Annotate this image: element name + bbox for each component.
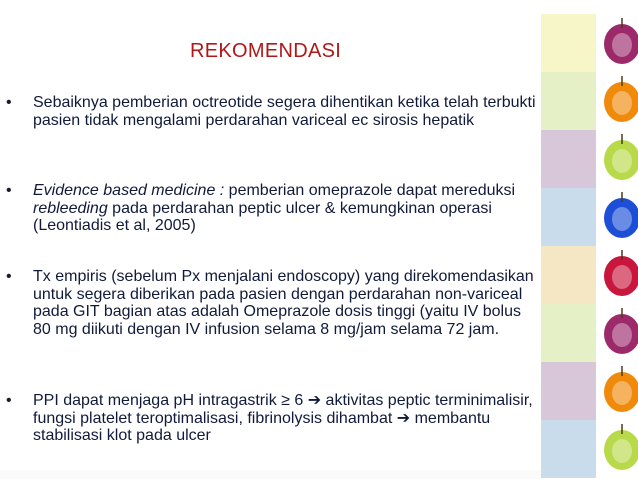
bullet-marker: • — [6, 94, 12, 111]
fruit-column — [596, 14, 638, 479]
color-block — [541, 362, 596, 420]
bullet-text — [33, 392, 541, 445]
color-block — [541, 72, 596, 130]
bullet-text-segment: pemberian omeprazole dapat mereduksi — [224, 182, 516, 199]
bullet-marker: • — [6, 268, 12, 285]
apple-icon — [596, 14, 638, 72]
bottom-bar — [0, 470, 541, 479]
arrow-icon: ➔ — [307, 392, 322, 409]
bullet-marker: • — [6, 182, 12, 199]
bullet-text — [33, 268, 541, 338]
apple-icon — [596, 304, 638, 362]
red-fruit-icon — [596, 246, 638, 304]
color-block — [541, 304, 596, 362]
color-block — [541, 14, 596, 72]
color-block-column — [541, 14, 596, 479]
bullet-text-segment: pada perdarahan peptic ulcer & kemungkinan operasi (Leontiadis et al, 2005) — [33, 199, 492, 234]
bullet-text-italic: rebleeding — [33, 199, 108, 217]
bullet-text-segment: Tx empiris (sebelum Px menjalani endoscopy) yang direkomendasikan untuk segera diberikan pada pasien dengan perdarahan non-variceal pada GIT bagian atas adalah Omeprazole dosis tinggi (yaitu IV bolus 80 mg diikuti dengan IV infusion selama 8 mg/jam selama 72 jam. — [33, 268, 534, 338]
color-block — [541, 246, 596, 304]
bullet-marker: • — [6, 392, 12, 409]
decorative-strip — [541, 14, 638, 479]
green-apple-icon — [596, 130, 638, 188]
bullet-text-segment: aktivitas peptic terminimalisir, fungsi platelet teroptimalisasi, fibrinolysis dihambat — [33, 392, 533, 427]
color-block — [541, 420, 596, 478]
bullet-text-italic: Evidence based medicine : — [33, 182, 225, 199]
blue-apple-icon — [596, 188, 638, 246]
arrow-icon: ➔ — [396, 409, 411, 427]
orange-icon — [596, 362, 638, 420]
color-block — [541, 130, 596, 188]
bullet-text — [33, 94, 541, 129]
bullet-text-segment: Sebaiknya pemberian octreotide segera dihentikan ketika telah terbukti pasien tidak mengalami perdarahan variceal ec sirosis hepatik — [33, 94, 536, 129]
slide-title: REKOMENDASI — [190, 40, 342, 62]
color-block — [541, 188, 596, 246]
green-apple-icon — [596, 420, 638, 478]
orange-icon — [596, 72, 638, 130]
bullet-text — [33, 182, 541, 235]
bullet-text-segment: PPI dapat menjaga pH intragastrik ≥ 6 — [33, 392, 308, 409]
bullet-text-segment: membantu stabilisasi klot pada ulcer — [33, 409, 491, 444]
